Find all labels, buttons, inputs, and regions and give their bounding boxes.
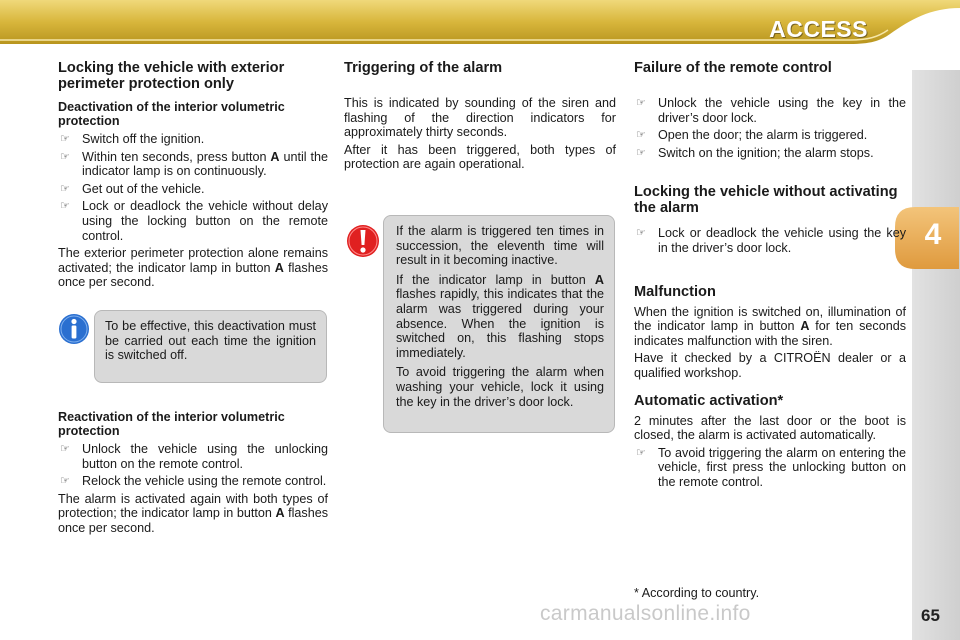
heading-lock-without-alarm: Locking the vehicle without activating the alarm bbox=[634, 184, 898, 217]
section-title: ACCESS bbox=[769, 16, 868, 42]
heading-reactivation: Reactivation of the interior volumetric protection bbox=[58, 409, 285, 438]
list-item: ☞ Unlock the vehicle using the unlocking button on the remote control. bbox=[60, 441, 328, 471]
heading-malfunction: Malfunction bbox=[634, 283, 716, 300]
list-item: ☞ Unlock the vehicle using the key in the driver’s door lock. bbox=[636, 96, 906, 125]
warning-text: If the alarm is triggered ten times in succession, the eleventh time will result in it becoming inactive. bbox=[396, 224, 604, 268]
info-icon bbox=[58, 313, 90, 345]
pointing-hand-icon: ☞ bbox=[60, 200, 70, 213]
warning-text: If the indicator lamp in button A flashes rapidly, this indicates that the alarm was triggered during your absence. When the ignition is switched on, this flashing stops immediately. bbox=[396, 272, 605, 360]
list-item: ☞ Lock or deadlock the vehicle using the key in the driver’s door lock. bbox=[636, 226, 906, 255]
warning-icon bbox=[346, 224, 380, 258]
heading-automatic-activation: Automatic activation* bbox=[634, 392, 784, 409]
pointing-hand-icon: ☞ bbox=[636, 97, 646, 109]
automatic-activation-text: 2 minutes after the last door or the boot is closed, the alarm is activated automatically. bbox=[634, 413, 906, 443]
list-item: ☞ Relock the vehicle using the remote control. bbox=[60, 474, 327, 489]
deactivation-result: The exterior perimeter protection alone remains activated; the indicator lamp in button A flashes once per second. bbox=[58, 246, 328, 290]
pointing-hand-icon: ☞ bbox=[60, 150, 70, 163]
lock-steps bbox=[634, 226, 906, 255]
pointing-hand-icon: ☞ bbox=[60, 182, 70, 195]
list-item: ☞ Get out of the vehicle. bbox=[60, 181, 205, 196]
list-item: ☞ Switch off the ignition. bbox=[60, 132, 205, 146]
reactivation-result: The alarm is activated again with both types of protection; the indicator lamp in button A flashes once per second. bbox=[58, 491, 329, 535]
triggering-text: This is indicated by sounding of the siren and flashing of the direction indicators for approximately thirty seconds. bbox=[344, 96, 616, 140]
list-item: ☞ Lock or deadlock the vehicle without delay using the locking button on the remote control. bbox=[60, 199, 328, 243]
info-note-text: To be effective, this deactivation must be carried out each time the ignition is switched off. bbox=[105, 319, 316, 363]
pointing-hand-icon: ☞ bbox=[60, 442, 70, 455]
pointing-hand-icon: ☞ bbox=[60, 475, 70, 488]
pointing-hand-icon: ☞ bbox=[60, 133, 70, 145]
warning-note bbox=[383, 215, 615, 433]
heading-deactivation: Deactivation of the interior volumetric protection bbox=[58, 100, 285, 128]
button-letter: A bbox=[594, 272, 605, 287]
button-letter: A bbox=[274, 260, 284, 275]
pointing-hand-icon: ☞ bbox=[636, 146, 646, 159]
column-failure bbox=[634, 60, 906, 493]
column-triggering bbox=[344, 60, 616, 175]
pointing-hand-icon: ☞ bbox=[636, 129, 646, 142]
button-letter: A bbox=[275, 506, 285, 521]
chapter-number: 4 bbox=[924, 218, 942, 251]
heading-failure-remote: Failure of the remote control bbox=[634, 60, 832, 76]
pointing-hand-icon: ☞ bbox=[636, 227, 646, 240]
watermark: carmanualsonline.info bbox=[540, 602, 751, 625]
pointing-hand-icon: ☞ bbox=[636, 446, 646, 459]
deactivation-steps bbox=[58, 132, 328, 243]
heading-locking-perimeter: Locking the vehicle with exterior perimeter protection only bbox=[58, 60, 285, 92]
list-item: ☞ Open the door; the alarm is triggered. bbox=[636, 128, 868, 143]
triggering-text: After it has been triggered, both types of protection are again operational. bbox=[344, 142, 616, 172]
malfunction-text: When the ignition is switched on, illumination of the indicator lamp in button A for ten seconds indicates malfunction with the siren. bbox=[634, 304, 907, 348]
list-item: ☞ Switch on the ignition; the alarm stops. bbox=[636, 145, 874, 160]
info-note bbox=[94, 310, 327, 383]
footnote: * According to country. bbox=[634, 586, 760, 600]
failure-steps bbox=[634, 96, 906, 160]
malfunction-text: Have it checked by a CITROËN dealer or a qualified workshop. bbox=[634, 351, 906, 380]
column-locking-perimeter bbox=[58, 60, 328, 539]
heading-triggering: Triggering of the alarm bbox=[344, 60, 503, 76]
list-item: ☞ To avoid triggering the alarm on entering the vehicle, first press the unlocking button on the remote control. bbox=[636, 445, 906, 489]
button-letter: A bbox=[800, 319, 810, 334]
warning-text: To avoid triggering the alarm when washing your vehicle, lock it using the key in the driver’s door lock. bbox=[396, 365, 604, 409]
list-item: ☞ Within ten seconds, press button A until the indicator lamp is on continuously. bbox=[60, 149, 328, 179]
button-letter: A bbox=[270, 149, 280, 164]
side-strip bbox=[912, 70, 960, 640]
reactivation-steps bbox=[58, 442, 328, 489]
automatic-activation-steps bbox=[634, 446, 906, 490]
page-number: 65 bbox=[921, 606, 940, 625]
